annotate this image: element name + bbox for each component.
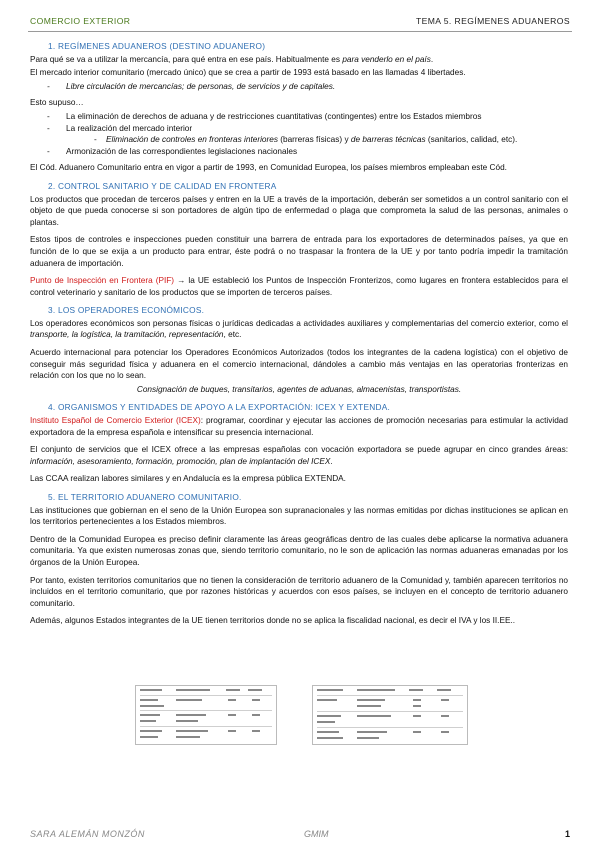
s1-list-effects: [30, 111, 568, 157]
s5-paragraph-4: Además, algunos Estados integrantes de la UE tienen territorios donde no se aplica la fiscalidad nacional, es decir el IVA y los II.EE..: [30, 616, 516, 626]
document-body: [30, 41, 568, 633]
s1-paragraph-1: Para qué se va a utilizar la mercancía, para qué entra en ese país. Habitualmente es para venderlo en el país.: [30, 54, 434, 64]
s3-paragraph-1: Los operadores económicos son personas físicas o jurídicas dedicadas a actividades auxiliares y complementarias del comercio exterior, como el transporte, la logística, la tramitación, representación, etc.: [30, 318, 568, 340]
icex-term: Instituto Español de Comercio Exterior (ICEX): [30, 416, 201, 426]
topic-title: TEMA 5. REGÍMENES ADUANEROS: [415, 16, 570, 26]
footer-author: SARA ALEMÁN MONZÓN: [30, 829, 145, 839]
s1-paragraph-3: Esto supuso…: [30, 98, 84, 108]
header-divider: [28, 31, 572, 32]
list-item: - La eliminación de derechos de aduana y de restricciones cuantitativas (contingentes) entre los Estados miembros: [30, 111, 568, 123]
s3-paragraph-3: Consignación de buques, transitarios, agentes de aduanas, almacenistas, transportistas.: [136, 384, 462, 394]
s4-paragraph-3: Las CCAA realizan labores similares y en Andalucía es la empresa pública EXTENDA.: [30, 474, 346, 484]
s4-paragraph-1: Instituto Español de Comercio Exterior (ICEX): programar, coordinar y ejecutar las acciones de promoción necesarias para estimular la actividad exportadora de la empresa española e intensificar su presencia internacional.: [30, 416, 568, 437]
footer-degree: GMIM: [304, 829, 329, 839]
s5-paragraph-3: Por tanto, existen territorios comunitarios que no tienen la consideración de territorio aduanero de la Comunidad y, también aparecen territorios no incluidos en el territorio comunitario, que por razones históricas y acuerdos con esos países, se incluyen en el concepto de territorio aduanero comunitario.: [30, 575, 568, 608]
section-3-heading: 3. LOS OPERADORES ECONÓMICOS.: [48, 305, 205, 316]
s2-paragraph-2: Estos tipos de controles e inspecciones pueden constituir una barrera de entrada para los exportadores de determinados países, ya que en función de lo que se exija a un producto para entrar, éste podrá o no traspasar la frontera de la UE y por tanto podría impedir la tramitación aduanera de importación.: [30, 235, 568, 268]
s1-list-freedoms: [30, 81, 568, 93]
s2-paragraph-3: Punto de Inspección en Frontera (PIF) → la UE estableció los Puntos de Inspección Fronterizos, como lugares en frontera establecidos para el control veterinario y sanitario de los productos que se importen de terceros países.: [30, 276, 568, 297]
territory-table-left: [135, 685, 277, 745]
s5-paragraph-1: Las instituciones que gobiernan en el seno de la Unión Europea son supranacionales y las normas emitidas por dichas instituciones se aplican en los territorios pertenecientes a los Estados miembros.: [30, 505, 568, 527]
section-2-heading: 2. CONTROL SANITARIO Y DE CALIDAD EN FRONTERA: [48, 180, 277, 191]
s1-paragraph-2: El mercado interior comunitario (mercado único) que se crea a partir de 1993 está basado en las llamadas 4 libertades.: [30, 68, 466, 78]
section-1-heading: 1. REGÍMENES ADUANEROS (DESTINO ADUANERO): [48, 41, 266, 51]
list-item: - Eliminación de controles en fronteras interiores (barreras físicas) y de barreras técnicas (sanitarios, calidad, etc).: [30, 134, 568, 146]
s4-paragraph-2: El conjunto de servicios que el ICEX ofrece a las empresas españolas con vocación exportadora se puede agrupar en cinco grandes áreas: información, asesoramiento, formación, promoción, plan de implantación del ICEX.: [30, 445, 568, 466]
s2-paragraph-1: Los productos que procedan de terceros países y entren en la UE a través de la importación, deberán ser sometidos a un control sanitario con el objeto de que pueda conocerse si son portadores de algún tipo de enfermedad o plaga que comprometa la salud de las personas, animales o plantas.: [30, 194, 568, 227]
section-5-heading: 5. EL TERRITORIO ADUANERO COMUNITARIO.: [48, 492, 242, 502]
s1-paragraph-4: El Cód. Aduanero Comunitario entra en vigor a partir de 1993, en Comunidad Europea, los países miembros empleaban este Cód.: [30, 163, 507, 173]
territory-table-right: [312, 685, 468, 745]
list-item: - Libre circulación de mercancías; de personas, de servicios y de capitales.: [30, 81, 568, 93]
s5-paragraph-2: Dentro de la Comunidad Europea es preciso definir claramente las áreas geográficas dentro de las cuales debe aplicarse la normativa aduanera comunitaria. Ya que existen numerosas zonas que, siendo territorio comunitario, no le son de aplicación las normas aduaneras emanadas por los órganos de la Unión Europea.: [30, 534, 568, 567]
s3-paragraph-2: Acuerdo internacional para potenciar los Operadores Económicos Autorizados (todos los integrantes de la cadena logística) con el objetivo de conseguir más seguridad física y aduanera en el comercio internacional, dándoles a cambio más ventajas en las operatorias fronterizas en relación con los que no lo sean.: [30, 348, 568, 381]
list-item: - La realización del mercado interior: [30, 123, 568, 135]
section-4-heading: 4. ORGANISMOS Y ENTIDADES DE APOYO A LA EXPORTACIÓN: ICEX Y EXTENDA.: [48, 402, 391, 413]
page-number: 1: [564, 829, 570, 839]
course-title: COMERCIO EXTERIOR: [30, 16, 131, 26]
pif-term: Punto de Inspección en Frontera (PIF): [30, 276, 175, 286]
list-item: - Armonización de las correspondientes legislaciones nacionales: [30, 146, 568, 158]
